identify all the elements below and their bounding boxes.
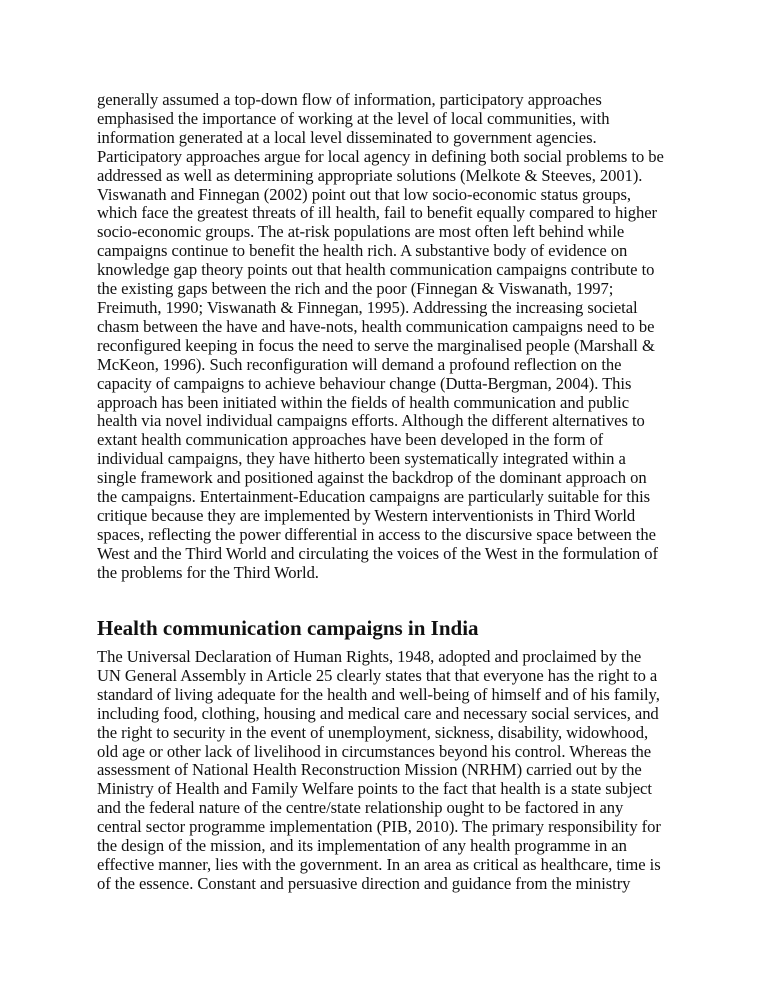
paragraph-line: central sector programme implementation (PIB, 2010). The primary responsibility for: [97, 817, 661, 837]
paragraph-line: assessment of National Health Reconstruction Mission (NRHM) carried out by the: [97, 760, 642, 780]
paragraph-line: including food, clothing, housing and medical care and necessary social services, and: [97, 703, 659, 723]
paragraph-line: Ministry of Health and Family Welfare points to the fact that health is a state subject: [97, 779, 652, 799]
paragraph-line: campaigns continue to benefit the health rich. A substantive body of evidence on: [97, 241, 628, 261]
paragraph-line: McKeon, 1996). Such reconfiguration will demand a profound reflection on the: [97, 354, 622, 374]
paragraph-line: old age or other lack of livelihood in circumstances beyond his control. Whereas the: [97, 741, 652, 761]
paragraph-line: extant health communication approaches have been developed in the form of: [97, 430, 604, 450]
body-paragraph-2: [97, 648, 682, 894]
paragraph-line: addressed as well as determining appropriate solutions (Melkote & Steeves, 2001).: [97, 165, 643, 185]
paragraph-line: Freimuth, 1990; Viswanath & Finnegan, 1995). Addressing the increasing societal: [97, 297, 638, 317]
paragraph-line: UN General Assembly in Article 25 clearly states that that everyone has the right to a: [97, 665, 658, 685]
section-heading-wrapper: [97, 615, 682, 641]
body-paragraph-1: [97, 91, 682, 583]
paragraph-line: health via novel individual campaigns efforts. Although the different alternatives to: [97, 411, 645, 431]
paragraph-line: emphasised the importance of working at the level of local communities, with: [97, 108, 610, 128]
paragraph-line: spaces, reflecting the power differential in access to the discursive space between the: [97, 524, 656, 544]
paragraph-line: socio-economic groups. The at-risk populations are most often left behind while: [97, 222, 625, 242]
paragraph-line: Participatory approaches argue for local agency in defining both social problems to be: [97, 146, 664, 166]
paragraph-line: critique because they are implemented by Western interventionists in Third World: [97, 505, 636, 525]
paragraph-line: chasm between the have and have-nots, health communication campaigns need to be: [97, 316, 655, 336]
paragraph-line: knowledge gap theory points out that health communication campaigns contribute to: [97, 260, 655, 280]
paragraph-line: West and the Third World and circulating the voices of the West in the formulation of: [97, 543, 658, 563]
paragraph-line: and the federal nature of the centre/state relationship ought to be factored in any: [97, 798, 624, 818]
paragraph-line: generally assumed a top-down flow of information, participatory approaches: [97, 90, 602, 109]
paragraph-line: reconfigured keeping in focus the need to serve the marginalised people (Marshall &: [97, 335, 655, 355]
paragraph-line: Viswanath and Finnegan (2002) point out that low socio-economic status groups,: [97, 184, 631, 204]
paragraph-line: information generated at a local level disseminated to government agencies.: [97, 127, 597, 147]
paragraph-line: effective manner, lies with the government. In an area as critical as healthcare, time is: [97, 854, 661, 874]
paragraph-line: approach has been initiated within the fields of health communication and public: [97, 392, 630, 412]
paragraph-line: The Universal Declaration of Human Rights, 1948, adopted and proclaimed by the: [97, 647, 642, 666]
paragraph-line: the right to security in the event of unemployment, sickness, disability, widowhood,: [97, 722, 649, 742]
paragraph-line: the design of the mission, and its implementation of any health programme in an: [97, 836, 627, 856]
paragraph-line: standard of living adequate for the health and well-being of himself and of his family,: [97, 684, 660, 704]
paragraph-line: which face the greatest threats of ill health, fail to benefit equally compared to higher: [97, 203, 658, 223]
paragraph-line: individual campaigns, they have hitherto been systematically integrated within a: [97, 449, 626, 469]
section-heading: Health communication campaigns in India: [97, 616, 479, 640]
paragraph-line: the campaigns. Entertainment-Education campaigns are particularly suitable for this: [97, 487, 651, 507]
paragraph-line: the problems for the Third World.: [97, 562, 319, 582]
paragraph-line: single framework and positioned against the backdrop of the dominant approach on: [97, 468, 647, 488]
paragraph-line: capacity of campaigns to achieve behaviour change (Dutta-Bergman, 2004). This: [97, 373, 632, 393]
paragraph-line: the existing gaps between the rich and the poor (Finnegan & Viswanath, 1997;: [97, 279, 614, 299]
paragraph-line: of the essence. Constant and persuasive direction and guidance from the ministry: [97, 873, 631, 893]
